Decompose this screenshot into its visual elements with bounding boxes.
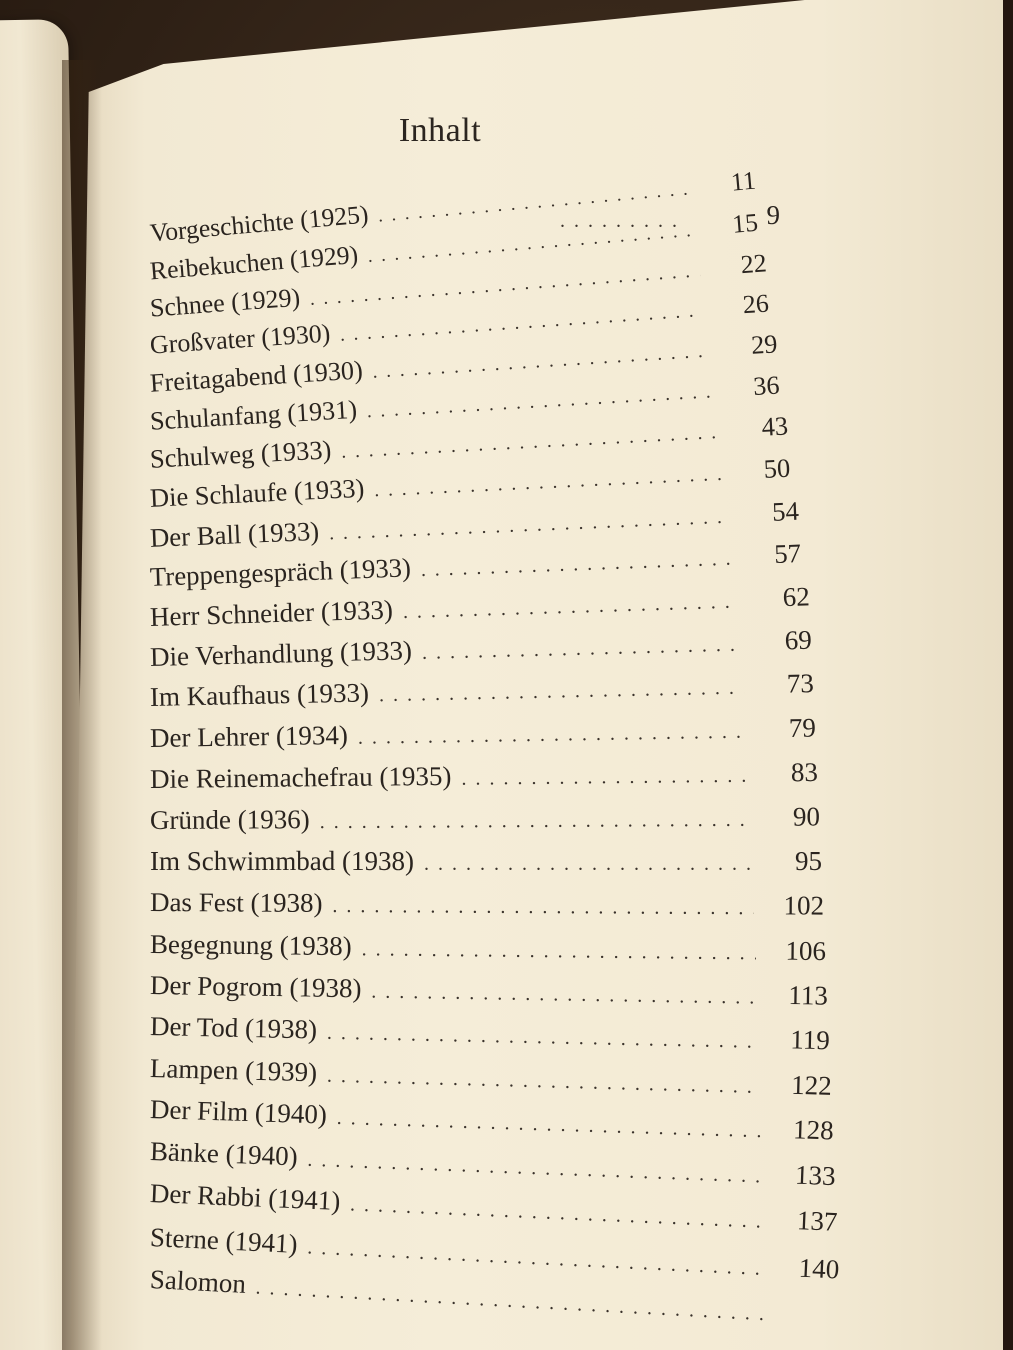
- toc-page-number: 43: [760, 410, 789, 442]
- toc-entry-title: Freitagabend (1930): [149, 355, 364, 398]
- toc-dot-leader: [461, 765, 748, 791]
- toc-entry: [150, 1053, 833, 1102]
- toc-entry-title: Lampen (1939): [149, 1053, 318, 1088]
- toc-dot-leader: [422, 634, 743, 665]
- toc-entry-title: Schulweg (1933): [149, 434, 333, 474]
- toc-page-number: 79: [788, 712, 817, 743]
- toc-page-number: 106: [785, 935, 827, 967]
- toc-entry: [150, 668, 815, 713]
- toc-entry-title: Der Ball (1933): [149, 516, 320, 553]
- toc-page-number: 133: [794, 1159, 837, 1192]
- toc-entry-title: Bänke (1940): [149, 1136, 299, 1172]
- toc-dot-leader: [350, 1193, 768, 1233]
- toc-dot-leader: [307, 1236, 770, 1281]
- toc-entry-title: Der Film (1940): [149, 1094, 328, 1130]
- toc-dot-leader: [420, 548, 732, 582]
- toc-entry-title: Reibekuchen (1929): [148, 240, 360, 286]
- toc-page-number: 50: [763, 453, 791, 484]
- toc-dot-leader: [374, 463, 723, 502]
- toc-entry: [150, 1094, 835, 1146]
- toc-page-number: 69: [784, 624, 813, 656]
- toc-page-number: 54: [771, 495, 800, 527]
- toc-page-number: 11: [729, 165, 757, 197]
- toc-page-number: 113: [788, 980, 829, 1011]
- toc-entry-title: Großvater (1930): [148, 318, 332, 360]
- toc-page-number: 83: [790, 757, 819, 788]
- toc-entry: [150, 757, 818, 795]
- toc-page-number: 128: [792, 1114, 835, 1146]
- toc-page-number: 22: [739, 248, 768, 280]
- toc-dot-leader: [332, 895, 754, 920]
- toc-entry-title: Salomon: [149, 1264, 247, 1300]
- toc-entry-title: Treppengespräch (1933): [149, 552, 412, 592]
- toc-entry-title: Schulanfang (1931): [149, 394, 358, 436]
- toc-entry: [150, 887, 824, 922]
- toc-dot-leader: [255, 1277, 771, 1327]
- toc-dot-leader: [327, 1065, 762, 1099]
- toc-entry-title: Die Reinemachefrau (1935): [149, 760, 452, 794]
- toc-entry-title: Die Verhandlung (1933): [149, 635, 413, 672]
- toc-entry-title: Herr Schneider (1933): [149, 594, 394, 632]
- toc-entry: [150, 846, 822, 877]
- toc-entry-title: Der Pogrom (1938): [149, 970, 362, 1004]
- toc-entry-title: Im Kaufhaus (1933): [149, 677, 370, 712]
- toc-entry-title: Der Lehrer (1934): [149, 719, 349, 753]
- toc-dot-leader: [320, 809, 750, 834]
- toc-entry-title: Im Schwimmbad (1938): [150, 846, 414, 876]
- toc-entry: [150, 801, 820, 836]
- toc-dot-leader: [379, 677, 744, 708]
- toc-page-number: 26: [741, 288, 770, 319]
- toc-entry: [150, 1011, 831, 1056]
- toc-entry: [150, 970, 828, 1012]
- toc-page-number: 9: [766, 200, 780, 230]
- toc-entry-title: Der Rabbi (1941): [149, 1178, 341, 1216]
- toc-page-number: 102: [783, 890, 825, 921]
- toc-page-number: 57: [773, 538, 802, 569]
- toc-entry-title: Schnee (1929): [148, 282, 302, 323]
- toc-dot-leader: [336, 1107, 764, 1143]
- toc-entry-title: Die Schlaufe (1933): [149, 473, 365, 513]
- toc-entry-title: Sterne (1941): [149, 1222, 299, 1259]
- toc-dot-leader: [403, 590, 741, 624]
- toc-dot-leader: [341, 421, 721, 463]
- toc-page-number: 119: [790, 1024, 831, 1056]
- toc-entry-title: Das Fest (1938): [149, 887, 323, 918]
- toc-page-number: 36: [752, 370, 781, 401]
- toc-entry-title: Der Tod (1938): [149, 1011, 318, 1045]
- toc-page-number: 140: [798, 1252, 840, 1285]
- toc-entry: [150, 929, 826, 967]
- toc-page-number: [781, 1321, 841, 1324]
- toc-page-number: 62: [782, 581, 811, 613]
- toc-page-number: 29: [750, 329, 779, 360]
- toc-page-number: 137: [796, 1205, 839, 1237]
- toc-dot-leader: [371, 980, 758, 1009]
- toc-page-number: 90: [792, 801, 821, 832]
- toc-page-number: 15: [731, 207, 760, 239]
- toc-page-number: 95: [795, 846, 822, 876]
- toc-entry-title: Gründe (1936): [149, 804, 310, 835]
- toc-dot-leader: [424, 853, 752, 876]
- toc-page-number: 122: [790, 1069, 833, 1101]
- toc-entry: [150, 713, 816, 754]
- toc-page-number: 73: [786, 668, 815, 699]
- toc-dot-leader: [329, 506, 731, 546]
- toc-dot-leader: [307, 1149, 766, 1189]
- toc-dot-leader: [358, 721, 746, 750]
- toc-dot-leader: [362, 938, 757, 965]
- toc-entry-title: Begegnung (1938): [149, 929, 352, 962]
- page-title: Inhalt: [398, 112, 482, 149]
- toc-dot-leader: [327, 1022, 760, 1054]
- toc-entry-title: Vorgeschichte (1925): [148, 199, 370, 248]
- toc-entry: [150, 625, 813, 673]
